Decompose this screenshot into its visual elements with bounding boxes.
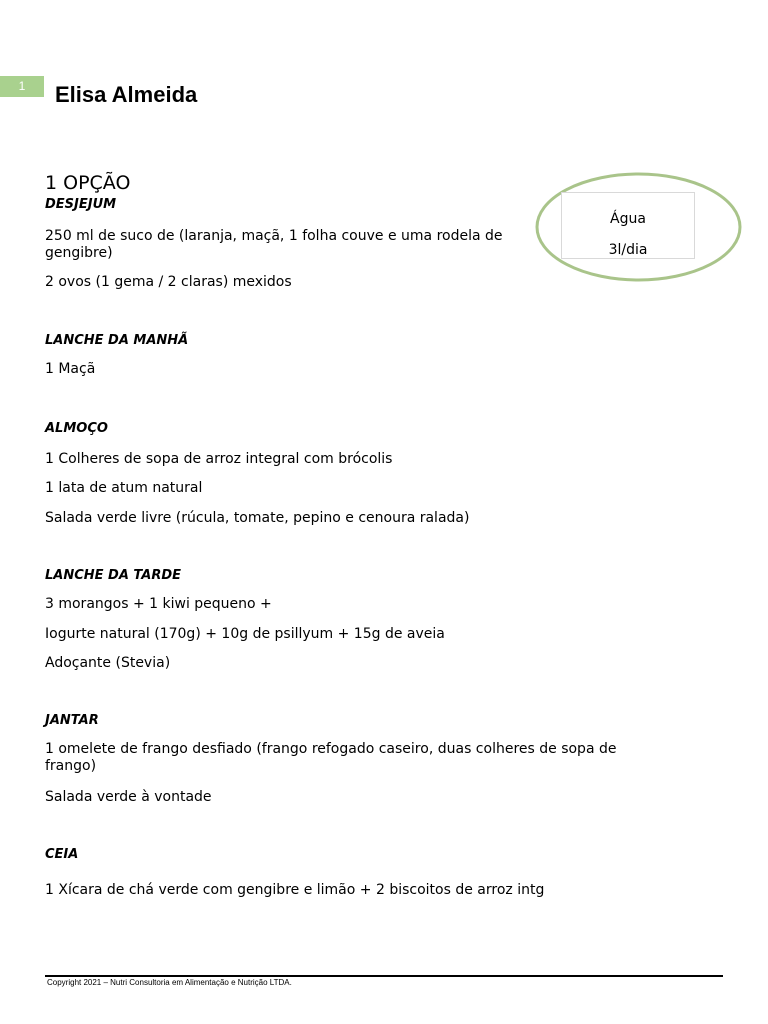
water-label: Água bbox=[610, 211, 646, 227]
dinner-item: Salada verde à vontade bbox=[45, 789, 212, 805]
morning-snack-item: 1 Maçã bbox=[45, 361, 96, 377]
water-intake-badge bbox=[535, 172, 742, 282]
page-number-tab: 1 bbox=[0, 76, 44, 97]
footer-copyright: Copyright 2021 – Nutri Consultoria em Alimentação e Nutrição LTDA. bbox=[47, 978, 292, 987]
meal-heading-supper: CEIA bbox=[45, 847, 79, 862]
lunch-item: Salada verde livre (rúcula, tomate, pepino e cenoura ralada) bbox=[45, 510, 470, 526]
water-box bbox=[561, 192, 695, 259]
meal-heading-lunch: ALMOÇO bbox=[45, 421, 108, 436]
dinner-item: 1 omelete de frango desfiado (frango refogado caseiro, duas colheres de sopa de frango) bbox=[45, 741, 617, 774]
lunch-item: 1 lata de atum natural bbox=[45, 480, 203, 496]
afternoon-snack-item: Adoçante (Stevia) bbox=[45, 655, 171, 671]
meal-heading-dinner: JANTAR bbox=[45, 713, 99, 728]
supper-item: 1 Xícara de chá verde com gengibre e limão + 2 biscoitos de arroz intg bbox=[45, 882, 545, 898]
option-title: 1 OPÇÃO bbox=[45, 172, 131, 194]
breakfast-item: 250 ml de suco de (laranja, maçã, 1 folha couve e uma rodela de gengibre) bbox=[45, 228, 503, 261]
lunch-item: 1 Colheres de sopa de arroz integral com brócolis bbox=[45, 451, 393, 467]
meal-heading-morning-snack: LANCHE DA MANHÃ bbox=[45, 333, 189, 348]
meal-heading-breakfast: DESJEJUM bbox=[45, 197, 117, 212]
afternoon-snack-item: Iogurte natural (170g) + 10g de psillyum + 15g de aveia bbox=[45, 626, 445, 642]
patient-name: Elisa Almeida bbox=[55, 82, 198, 107]
water-amount: 3l/dia bbox=[608, 242, 648, 258]
breakfast-item: 2 ovos (1 gema / 2 claras) mexidos bbox=[45, 274, 292, 290]
afternoon-snack-item: 3 morangos + 1 kiwi pequeno + bbox=[45, 596, 272, 612]
meal-heading-afternoon-snack: LANCHE DA TARDE bbox=[45, 568, 182, 583]
footer-rule bbox=[45, 975, 723, 977]
